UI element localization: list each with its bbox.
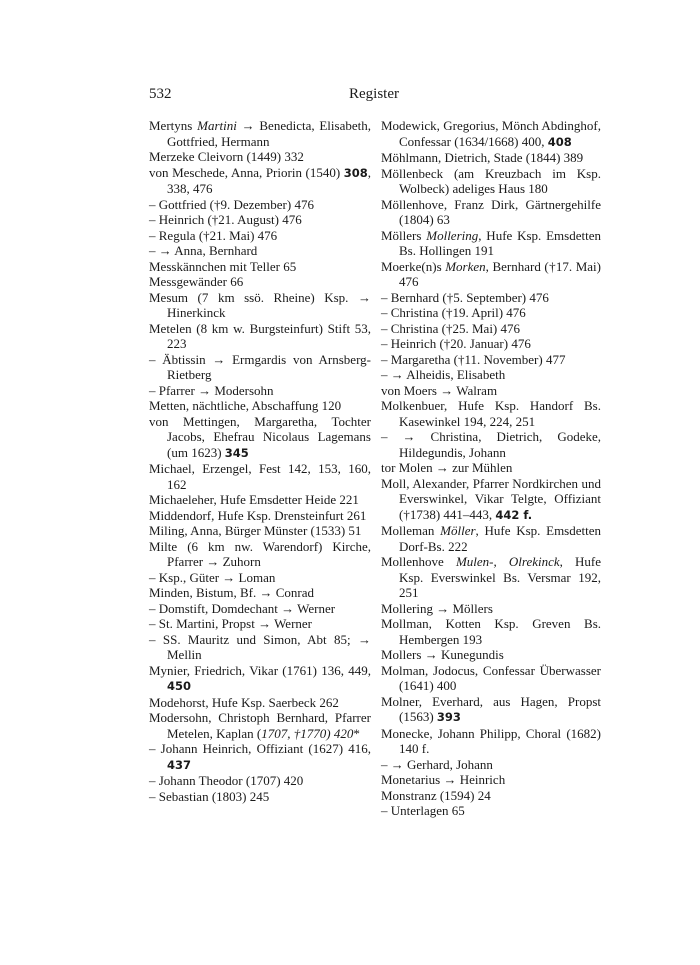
index-entry: Möllers Mollering, Hufe Ksp. Emsdetten Bs. Hollingen 191 xyxy=(381,227,601,258)
index-entry: – Johann Theodor (1707) 420 xyxy=(149,773,304,788)
running-head: Register xyxy=(349,86,399,102)
index-entry: Mollenhove Mulen-, Olrekinck, Hufe Ksp. Everswinkel Bs. Versmar 192, 251 xyxy=(381,554,601,600)
index-entry: Michaeleher, Hufe Emsdetter Heide 221 xyxy=(149,492,359,507)
index-entry: Miling, Anna, Bürger Münster (1533) 51 xyxy=(149,523,362,538)
index-entry: – Regula (†21. Mai) 476 xyxy=(149,227,278,243)
index-entry: – Christina (†19. April) 476 xyxy=(381,305,526,320)
index-entry: Mynier, Friedrich, Vikar (1761) 136, 449, 450 xyxy=(149,662,371,693)
index-entry: Molleman Möller, Hufe Ksp. Emsdetten Dorf-Bs. 222 xyxy=(381,523,602,554)
index-entry: – Gottfried (†9. Dezember) 476 xyxy=(149,196,314,212)
index-entry: Minden, Bistum, Bf. → Conrad xyxy=(149,585,315,600)
index-entry: Moerke(n)s Morken, Bernhard (†17. Mai) 476 xyxy=(381,258,601,289)
index-entry: Mollers → Kunegundis xyxy=(381,647,504,662)
index-entry: Messgewänder 66 xyxy=(149,274,244,289)
index-entry: Molman, Jodocus, Confessar Überwasser (1641) 400 xyxy=(381,662,601,693)
index-entry: Möllenhove, Franz Dirk, Gärtnergehilfe (1804) 63 xyxy=(381,196,601,227)
index-entry: Möhlmann, Dietrich, Stade (1844) 389 xyxy=(381,150,584,165)
index-entry: – → Alheidis, Elisabeth xyxy=(381,367,506,382)
index-entry: Möllenbeck (am Kreuzbach im Ksp. Wolbeck) adeliges Haus 180 xyxy=(381,165,601,196)
page-number: 532 xyxy=(149,86,172,102)
index-entry: Metelen (8 km w. Burgsteinfurt) Stift 53, 223 xyxy=(149,320,371,351)
index-entry: – Johann Heinrich, Offiziant (1627) 416, 437 xyxy=(149,741,371,772)
index-entry: – St. Martini, Propst → Werner xyxy=(149,616,313,631)
index-entry: tor Molen → zur Mühlen xyxy=(381,460,513,475)
index-entry: Metten, nächtliche, Abschaffung 120 xyxy=(149,398,342,413)
index-entry: – Heinrich (†21. August) 476 xyxy=(149,212,302,227)
index-entry: Mollman, Kotten Ksp. Greven Bs. Hembergen 193 xyxy=(381,616,601,647)
index-entry: – Ksp., Güter → Loman xyxy=(149,569,276,585)
index-entry: Modersohn, Christoph Bernhard, Pfarrer Metelen, Kaplan (1707, †1770) 420* xyxy=(149,710,371,741)
index-entry: Modehorst, Hufe Ksp. Saerbeck 262 xyxy=(149,694,339,710)
index-column-right xyxy=(381,118,601,819)
index-entry: Monstranz (1594) 24 xyxy=(381,787,491,803)
index-entry: – Heinrich (†20. Januar) 476 xyxy=(381,336,531,351)
index-entry: Molner, Everhard, aus Hagen, Propst (1563) 393 xyxy=(381,693,601,724)
index-entry: – Christina (†25. Mai) 476 xyxy=(381,320,521,336)
index-entry: von Mettingen, Margaretha, Tochter Jacobs, Ehefrau Nicolaus Lagemans (um 1623) 345 xyxy=(149,413,371,460)
index-entry: Modewick, Gregorius, Mönch Abdinghof, Confessar (1634/1668) 400, 408 xyxy=(381,118,601,149)
index-entry: Mollering → Möllers xyxy=(381,600,493,616)
index-entry: Monetarius → Heinrich xyxy=(381,772,506,787)
index-entry: – Unterlagen 65 xyxy=(381,803,465,818)
index-entry: Michael, Erzengel, Fest 142, 153, 160, 162 xyxy=(149,461,371,492)
index-entry: Middendorf, Hufe Ksp. Drensteinfurt 261 xyxy=(149,507,367,523)
index-entry: – Äbtissin → Ermgardis von Arnsberg-Rietberg xyxy=(149,351,371,382)
index-entry: – → Christina, Dietrich, Godeke, Hildegundis, Johann xyxy=(381,429,601,460)
index-entry: Messkännchen mit Teller 65 xyxy=(149,258,297,274)
index-column-left xyxy=(149,118,371,804)
index-entry: – Domstift, Domdechant → Werner xyxy=(149,600,336,616)
index-entry: – → Gerhard, Johann xyxy=(381,756,493,772)
index-entry: – Margaretha (†11. November) 477 xyxy=(381,351,566,367)
index-entry: – Pfarrer → Modersohn xyxy=(149,382,274,398)
index-entry: Monecke, Johann Philipp, Choral (1682) 140 f. xyxy=(381,725,601,756)
index-entry: – Sebastian (1803) 245 xyxy=(149,788,270,804)
index-entry: von Meschede, Anna, Priorin (1540) 308, 338, 476 xyxy=(149,164,371,196)
index-entry: Merzeke Cleivorn (1449) 332 xyxy=(149,149,304,164)
index-entry: Moll, Alexander, Pfarrer Nordkirchen und Everswinkel, Vikar Telgte, Offiziant (†1738) 441–443, 442 f. xyxy=(381,475,601,522)
index-entry: Molkenbuer, Hufe Ksp. Handorf Bs. Kasewinkel 194, 224, 251 xyxy=(381,398,601,429)
index-entry: – → Anna, Bernhard xyxy=(149,243,258,258)
index-entry: – Bernhard (†5. September) 476 xyxy=(381,289,549,305)
index-entry: von Moers → Walram xyxy=(381,382,498,398)
page-header xyxy=(149,86,599,106)
index-entry: Mesum (7 km ssö. Rheine) Ksp. → Hinerkinck xyxy=(149,289,371,320)
index-entry: – SS. Mauritz und Simon, Abt 85; → Mellin xyxy=(149,631,371,662)
index-entry: Milte (6 km nw. Warendorf) Kirche, Pfarrer → Zuhorn xyxy=(149,538,371,569)
index-entry: Mertyns Martini → Benedicta, Elisabeth, Gottfried, Hermann xyxy=(149,118,371,149)
